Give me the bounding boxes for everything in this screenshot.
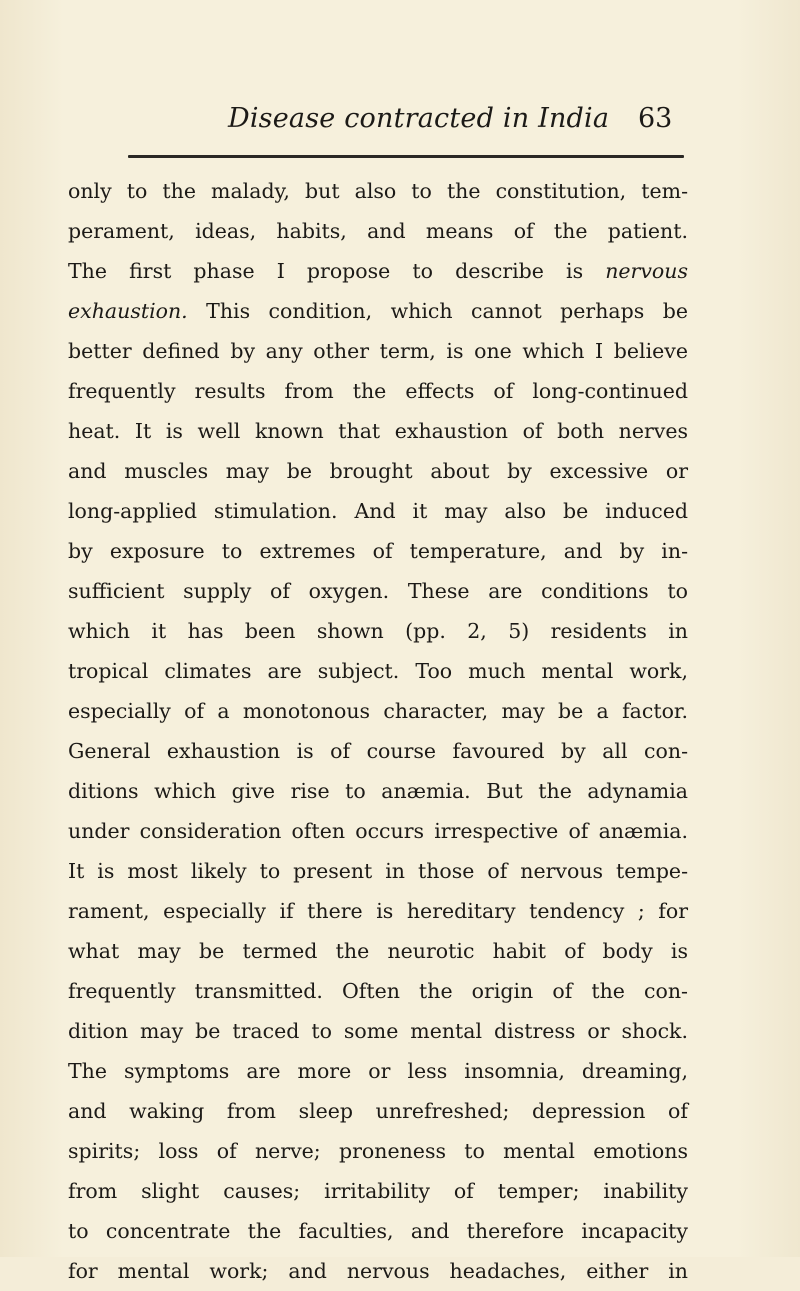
text-line: General exhaustion is of course favoured by all con- <box>68 739 688 763</box>
text-line: especially of a monotonous character, may be a factor. <box>68 699 688 723</box>
body-text <box>68 171 688 1291</box>
running-title: Disease contracted in India <box>228 103 610 134</box>
text-line: It is most likely to present in those of nervous tempe- <box>68 859 688 883</box>
italic-term: nervous <box>605 259 688 283</box>
text-segment: The first phase I propose to describe is <box>68 259 584 283</box>
header-rule <box>128 155 684 158</box>
text-line: spirits; loss of nerve; proneness to mental emotions <box>68 1139 688 1163</box>
text-line: sufficient supply of oxygen. These are conditions to <box>68 579 688 603</box>
text-line: under consideration often occurs irrespective of anæmia. <box>68 819 688 843</box>
text-line: better defined by any other term, is one which I believe <box>68 339 688 363</box>
text-line: which it has been shown (pp. 2, 5) residents in <box>68 619 688 643</box>
text-line: long-applied stimulation. And it may also be induced <box>68 499 688 523</box>
text-line: frequently transmitted. Often the origin of the con- <box>68 979 688 1003</box>
text-line: perament, ideas, habits, and means of the patient. <box>68 219 688 243</box>
italic-term: exhaustion. <box>68 299 188 323</box>
text-line: The symptoms are more or less insomnia, dreaming, <box>68 1059 688 1083</box>
text-line: tropical climates are subject. Too much mental work, <box>68 659 688 683</box>
text-line: to concentrate the faculties, and therefore incapacity <box>68 1219 688 1243</box>
text-line: from slight causes; irritability of temper; inability <box>68 1179 688 1203</box>
running-head <box>0 103 800 143</box>
text-line: only to the malady, but also to the constitution, tem- <box>68 179 688 203</box>
text-line: heat. It is well known that exhaustion of both nerves <box>68 419 688 443</box>
text-segment: This condition, which cannot perhaps be <box>206 299 688 323</box>
text-line: for mental work; and nervous headaches, either in <box>68 1259 688 1283</box>
text-line: dition may be traced to some mental distress or shock. <box>68 1019 688 1043</box>
text-line: what may be termed the neurotic habit of body is <box>68 939 688 963</box>
text-line: and muscles may be brought about by excessive or <box>68 459 688 483</box>
text-line <box>68 291 688 331</box>
text-line <box>68 251 688 291</box>
text-line: frequently results from the effects of long-continued <box>68 379 688 403</box>
text-line: ditions which give rise to anæmia. But the adynamia <box>68 779 688 803</box>
text-line: and waking from sleep unrefreshed; depression of <box>68 1099 688 1123</box>
text-line: rament, especially if there is hereditary tendency ; for <box>68 899 688 923</box>
page-number: 63 <box>638 103 673 134</box>
text-line: by exposure to extremes of temperature, and by in- <box>68 539 688 563</box>
